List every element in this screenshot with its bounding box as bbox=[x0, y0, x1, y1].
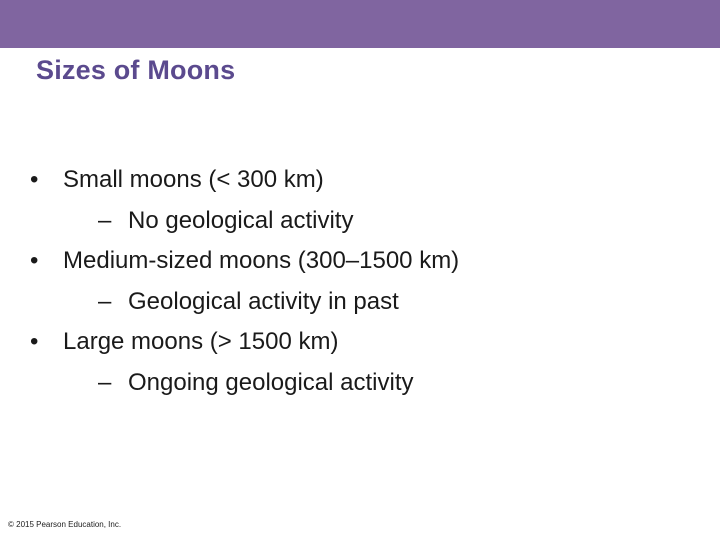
bullet-item bbox=[30, 322, 690, 363]
sub-bullet-item bbox=[30, 282, 690, 323]
dash-icon: – bbox=[98, 206, 112, 234]
sub-bullet-item bbox=[30, 201, 690, 242]
bullet-text: Large moons (> 1500 km) bbox=[63, 328, 339, 356]
bullet-list bbox=[30, 160, 690, 404]
bullet-dot-icon: • bbox=[30, 247, 39, 275]
copyright-footer: © 2015 Pearson Education, Inc. bbox=[8, 520, 122, 529]
bullet-dot-icon: • bbox=[30, 166, 39, 193]
sub-bullet-text: Ongoing geological activity bbox=[128, 368, 414, 396]
sub-bullet-item bbox=[30, 363, 690, 404]
bullet-item bbox=[30, 160, 690, 201]
bullet-text: Medium-sized moons (300–1500 km) bbox=[63, 247, 460, 275]
slide-title: Sizes of Moons bbox=[36, 55, 236, 85]
dash-icon: – bbox=[98, 368, 112, 396]
bullet-dot-icon: • bbox=[30, 328, 39, 356]
dash-icon: – bbox=[98, 287, 112, 315]
sub-bullet-text: Geological activity in past bbox=[128, 287, 399, 315]
bullet-item bbox=[30, 241, 690, 282]
sub-bullet-text: No geological activity bbox=[128, 206, 354, 234]
bullet-text: Small moons (< 300 km) bbox=[63, 166, 324, 193]
header-band bbox=[0, 0, 720, 48]
